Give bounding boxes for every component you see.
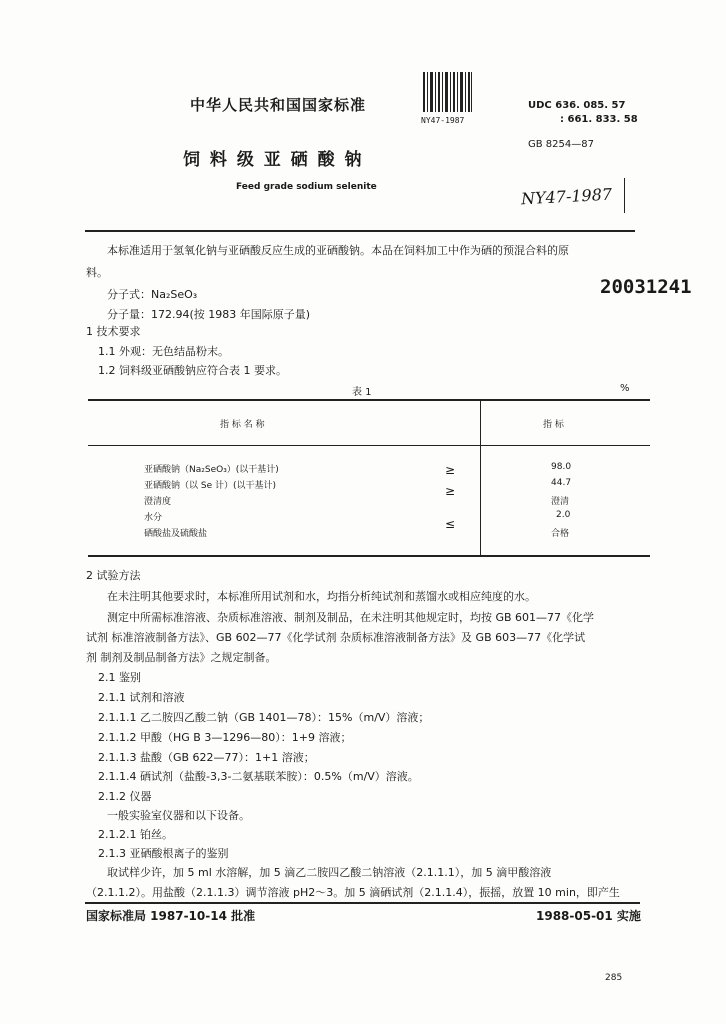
intro-line-2: 料。 (86, 266, 108, 279)
table-column-divider (480, 399, 481, 555)
section-2-para-2-line-1: 测定中所需标准溶液、杂质标准溶液、制剂及制品，在未注明其他规定时，均按 GB 601—77《化学 (107, 611, 595, 624)
table-row-5-name: 硒酸盐及硫酸盐 (144, 529, 208, 539)
section-2-1-1: 2.1.1 试剂和溶液 (98, 691, 185, 704)
table-header-rule (88, 445, 650, 446)
table-row-4-operator: ≤ (445, 517, 456, 531)
table-header-name: 指 标 名 称 (220, 420, 265, 430)
section-2-para-2-line-2: 试剂 标准溶液制备方法》、GB 602—77《化学试剂 杂质标准溶液制备方法》及 GB 603—77《化学试 (86, 631, 586, 644)
section-2-1-3-line-2: （2.1.1.2）。用盐酸（2.1.1.3）调节溶液 pH2～3。加 5 滴硒试剂（2.1.1.4），振摇，放置 10 min，即产生 (86, 886, 620, 899)
table-caption: 表 1 (352, 387, 372, 398)
section-2-para-2-line-3: 剂 制剂及制品制备方法》之规定制备。 (86, 651, 277, 664)
document-title: 饲 料 级 亚 硒 酸 钠 (183, 150, 364, 170)
stamp-number: 20031241 (600, 276, 692, 298)
section-2-1-3-line-1: 取试样少许，加 5 ml 水溶解，加 5 滴乙二胺四乙酸二钠溶液（2.1.1.1），加 5 滴甲酸溶液 (107, 866, 552, 879)
table-unit: % (620, 383, 630, 394)
footer-rule (85, 902, 640, 904)
table-row-2-name: 亚硒酸钠（以 Se 计）(以干基计) (144, 481, 276, 491)
table-row-5-value: 合格 (551, 529, 570, 539)
intro-line-1: 本标准适用于氢氧化钠与亚硒酸反应生成的亚硒酸钠。本品在饲料加工中作为硒的预混合料的原 (107, 244, 569, 257)
section-2-1-1-1: 2.1.1.1 乙二胺四乙酸二钠（GB 1401—78）：15%（m/V）溶液； (98, 711, 430, 724)
section-2-1-1-4: 2.1.1.4 硒试剂（盐酸-3,3-二氨基联苯胺）：0.5%（m/V）溶液。 (98, 770, 419, 783)
table-row-4-name: 水分 (144, 513, 163, 523)
handwritten-code-bracket (624, 178, 625, 213)
section-2-1-2: 2.1.2 仪器 (98, 790, 152, 803)
table-row-3-name: 澄清度 (144, 497, 172, 507)
table-row-3-value: 澄清 (551, 497, 570, 507)
section-2-1-1-3: 2.1.1.3 盐酸（GB 622—77）：1+1 溶液； (98, 751, 315, 764)
section-2-1: 2.1 鉴别 (98, 671, 141, 684)
table-row-1-value: 98.0 (551, 462, 572, 472)
table-row-1-name: 亚硒酸钠（Na₂SeO₃）(以干基计) (144, 465, 279, 475)
section-2-1-1-2: 2.1.1.2 甲酸（HG B 3—1296—80）：1+9 溶液； (98, 731, 352, 744)
approval-date: 国家标准局 1987-10-14 批准 (86, 909, 256, 923)
section-2-para-1: 在未注明其他要求时，本标准所用试剂和水，均指分析纯试剂和蒸馏水或相应纯度的水。 (107, 590, 536, 603)
standard-org-title: 中华人民共和国国家标准 (190, 96, 367, 114)
molecular-weight: 分子量：172.94(按 1983 年国际原子量) (107, 308, 311, 321)
table-row-4-value: 2.0 (556, 510, 571, 520)
udc-line-2: : 661. 833. 58 (560, 114, 638, 125)
header-rule (85, 230, 635, 232)
table-bottom-rule (88, 555, 650, 557)
table-header-value: 指 标 (543, 420, 564, 430)
page-number: 285 (605, 973, 623, 983)
gb-number: GB 8254—87 (528, 139, 594, 150)
handwritten-code: NY47-1987 (520, 184, 613, 209)
item-1-2: 1.2 饲料级亚硒酸钠应符合表 1 要求。 (98, 364, 287, 377)
table-row-1-operator: ≥ (445, 463, 456, 477)
section-2-1-3: 2.1.3 亚硒酸根离子的鉴别 (98, 847, 229, 860)
udc-line-1: UDC 636. 085. 57 (528, 100, 626, 111)
section-2-1-2-1: 2.1.2.1 铂丝。 (98, 828, 173, 841)
table-top-rule (88, 399, 650, 401)
molecular-formula: 分子式：Na₂SeO₃ (107, 288, 198, 301)
effective-date: 1988-05-01 实施 (536, 909, 641, 923)
section-2-1-2-text: 一般实验室仪器和以下设备。 (107, 809, 250, 822)
section-2-heading: 2 试验方法 (86, 569, 141, 582)
table-row-2-value: 44.7 (551, 478, 572, 488)
english-title: Feed grade sodium selenite (236, 182, 377, 192)
barcode-graphic (423, 72, 473, 112)
barcode-code: NY47-1987 (421, 116, 465, 125)
item-1-1: 1.1 外观：无色结晶粉末。 (98, 345, 229, 358)
section-1-heading: 1 技术要求 (86, 325, 141, 338)
table-row-2-operator: ≥ (445, 484, 456, 498)
